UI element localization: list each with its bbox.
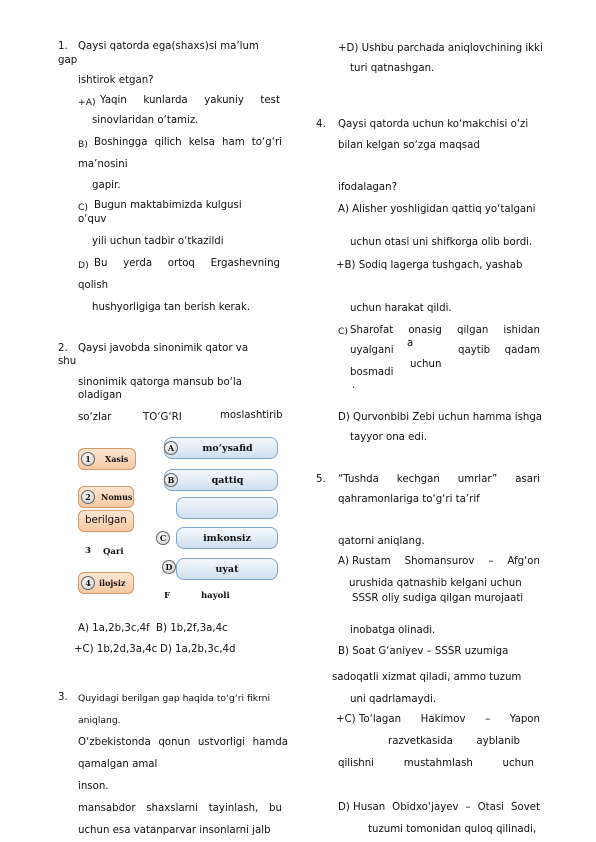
q1-option-b-line1: Boshingga qilich kelsa ham to‘g‘ri [94, 137, 282, 148]
q1-option-c-line2: o‘quv [78, 214, 107, 225]
q5-option-b-line1: B) Soat G‘aniyev – SSSR uzumiga [338, 646, 509, 657]
q1-option-c-mark: C) [78, 202, 88, 213]
q2-header-word3: moslashtirib [220, 410, 283, 421]
q1-stem-line2: gap [58, 55, 78, 66]
q2-stem-line2: shu [58, 356, 77, 367]
q4-option-a-line1: A) Alisher yoshligidan qattiq yo‘talgani [338, 204, 536, 215]
q4-stem-line3: ifodalagan? [338, 182, 398, 193]
q3-stem-line2: aniqlang. [78, 715, 121, 726]
q1-stem-line3: ishtirok etgan? [78, 75, 154, 86]
q5-option-d-line2: tuzumi tomonidan quloq qilinadi, [368, 824, 537, 835]
q5-number: 5. [316, 474, 326, 485]
q2-header-word2: TO‘G‘RI [143, 412, 182, 423]
q1-option-d-mark: D) [78, 260, 89, 271]
left-item-1 [78, 448, 136, 470]
right-item-a [164, 437, 278, 459]
right-item-a-label: mo‘ysafid [202, 442, 253, 454]
q4-option-c-mark: C) [338, 326, 348, 337]
q1-option-c-line1: Bugun maktabimizda kulgusi [94, 200, 242, 211]
q4-stem-line2: bilan kelgan so‘zga maqsad [338, 140, 480, 151]
q4-option-c-dot: . [352, 380, 356, 391]
q1-option-c-line3: yili uchun tadbir o‘tkazildi [92, 236, 224, 247]
right-item-f-letter: F [164, 591, 171, 601]
q1-option-d-line2: qolish [78, 280, 109, 291]
left-item-3-number: 3 [85, 546, 91, 556]
q4-option-b-line1: +B) Sodiq lagerga tushgach, yashab [336, 260, 523, 271]
q5-option-c-line1: +C) To‘lagan Hakimov – Yapon [336, 714, 540, 725]
left-item-4 [78, 572, 134, 594]
right-item-f-label: hayoli [201, 591, 230, 601]
left-item-1-number: 1 [81, 452, 95, 466]
q4-option-c-line2a: uyalgani [350, 345, 394, 356]
left-item-4-label: ilojsiz [99, 578, 126, 588]
right-item-c-letter: C [156, 531, 170, 545]
q2-stem-line1: Qaysi javobda sinonimik qator va [78, 343, 249, 354]
left-extra-box [78, 510, 134, 532]
prev-option-d-line2: turi qatnashgan. [350, 63, 435, 74]
q4-option-d-line2: tayyor ona edi. [350, 432, 427, 443]
q4-option-a-line2: uchun otasi uni shifkorga olib bordi. [350, 237, 533, 248]
q2-number: 2. [58, 343, 68, 354]
q2-answer-c: +C) 1b,2d,3a,4c [74, 644, 158, 655]
q1-option-b-line2: ma’nosini [78, 159, 128, 170]
q1-option-a-mark: +A) [78, 97, 96, 108]
q3-text-line2: qamalgan amal [78, 759, 158, 770]
q4-option-c-line1: Sharofat onasig qilgan ishidan [350, 325, 540, 336]
prev-option-d-line1: +D) Ushbu parchada aniqlovchining ikki [338, 43, 543, 54]
q1-option-b-mark: B) [78, 139, 88, 150]
right-item-empty [176, 497, 278, 519]
right-item-d [176, 558, 278, 580]
q5-option-a-line3: SSSR oliy sudiga qilgan murojaati [352, 593, 524, 604]
right-item-c [176, 527, 278, 549]
right-item-b [164, 469, 278, 491]
q5-stem-line1: “Tushda kechgan umrlar” asari [338, 474, 540, 485]
right-item-c-label: imkonsiz [203, 532, 251, 544]
q3-text-line3: inson. [78, 781, 109, 792]
q4-number: 4. [316, 119, 326, 130]
q4-option-c-uchun: uchun [410, 359, 442, 370]
q1-option-d-line1: Bu yerda ortoq Ergashevning [94, 258, 280, 269]
right-item-d-label: uyat [215, 563, 239, 575]
q4-option-b-line2: uchun harakat qildi. [350, 303, 452, 314]
right-item-b-label: qattiq [211, 474, 244, 486]
left-item-2-number: 2 [81, 490, 95, 504]
left-extra-word: berilgan [85, 515, 127, 526]
left-item-2-label: Nomus [101, 492, 133, 502]
q1-number: 1. [58, 41, 68, 52]
q2-stem-line4: oladigan [78, 390, 122, 401]
left-item-3-label: Qari [103, 547, 124, 557]
q3-stem-line1: Quyidagi berilgan gap haqida to‘g‘ri fikrni [78, 693, 271, 704]
q4-option-c-letter-a: a [407, 338, 414, 349]
q5-option-b-line3: uni qadrlamaydi. [350, 694, 437, 705]
q5-option-a-line2: urushida qatnashib kelgani uchun [349, 578, 522, 589]
q4-option-c-line3: bosmadi [350, 367, 394, 378]
q2-stem-line3: sinonimik qatorga mansub bo‘la [78, 377, 243, 388]
q3-text-line1: O‘zbekistonda qonun ustvorligi hamda [78, 737, 288, 748]
left-item-2 [78, 486, 134, 508]
q5-option-a-line1: A) Rustam Shomansurov – Afg‘on [338, 556, 540, 567]
q1-option-a-line1: Yaqin kunlarda yakuniy test [100, 95, 280, 106]
q4-option-d-line1: D) Qurvonbibi Zebi uchun hamma ishga [338, 412, 543, 423]
q1-option-b-line3: gapir. [92, 180, 121, 191]
right-item-d-letter: D [162, 560, 176, 574]
q3-number: 3. [58, 692, 68, 703]
left-item-1-label: Xasis [105, 454, 129, 464]
q1-option-d-line3: hushyorligiga tan berish kerak. [92, 302, 251, 313]
q2-answer-b: B) 1b,2f,3a,4c [156, 623, 228, 634]
q5-option-c-line2: razvetkasida ayblanib [388, 736, 520, 747]
q5-option-b-line2: sadoqatli xizmat qiladi, ammo tuzum [332, 672, 522, 683]
q4-stem-line1: Qaysi qatorda uchun ko‘makchisi o‘zi [338, 119, 529, 130]
q2-answer-a: A) 1a,2b,3c,4f [78, 623, 150, 634]
q5-stem-line2: qahramonlariga to‘g‘ri ta’rif [338, 494, 480, 505]
left-item-4-number: 4 [81, 576, 95, 590]
q5-option-c-line3: qilishni mustahmlash uchun [338, 758, 534, 769]
q1-option-a-line2: sinovlaridan o‘tamiz. [92, 115, 199, 126]
q2-header-word1: so‘zlar [78, 412, 112, 423]
q5-stem-line3: qatorni aniqlang. [338, 536, 425, 547]
q5-option-d-line1: D) Husan Obidxo‘jayev – Otasi Sovet [338, 802, 540, 813]
q2-answer-d: D) 1a,2b,3c,4d [160, 644, 236, 655]
q4-option-c-line2b: qaytib qadam [458, 345, 540, 356]
right-item-b-letter: B [164, 473, 178, 487]
q3-text-line5: uchun esa vatanparvar insonlarni jalb [78, 825, 271, 836]
q1-stem-line1: Qaysi qatorda ega(shaxs)si ma’lum [78, 41, 259, 52]
right-item-a-letter: A [164, 441, 178, 455]
q3-text-line4: mansabdor shaxslarni tayinlash, bu [78, 803, 282, 814]
q5-option-a-line4: inobatga olinadi. [350, 625, 436, 636]
